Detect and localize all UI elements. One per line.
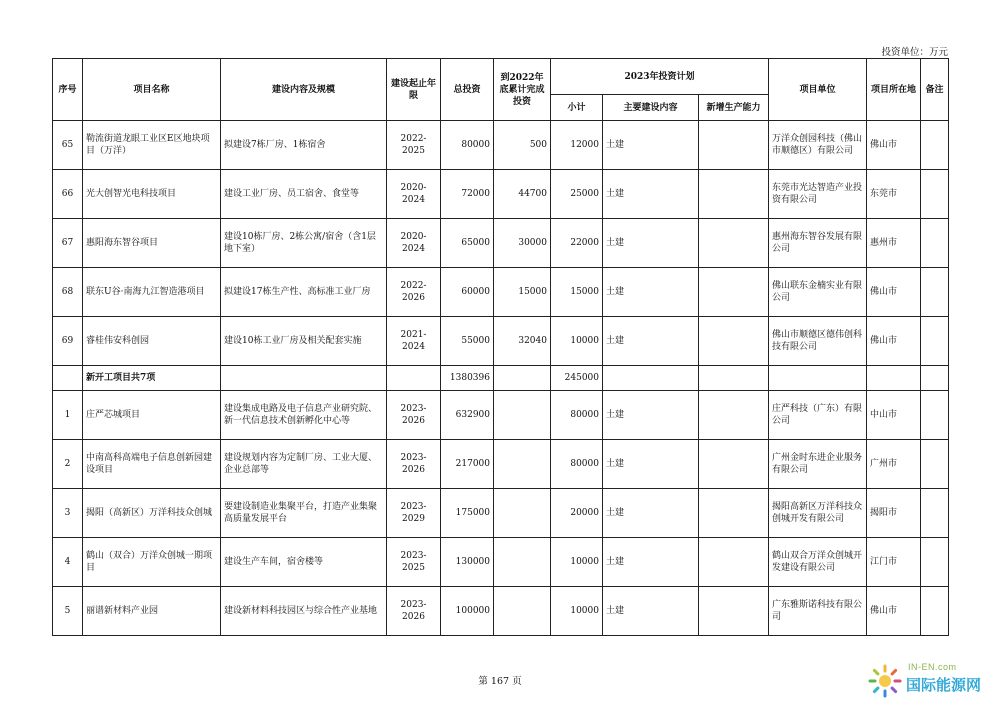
cell-unit: 佛山联东金楠实业有限公司	[769, 268, 867, 317]
cell-capacity	[699, 587, 769, 636]
cell-location: 佛山市	[867, 268, 921, 317]
table-row	[53, 391, 949, 440]
header-new-capacity: 新增生产能力	[699, 95, 769, 121]
cell-content: 建设10栋工业厂房及相关配套实施	[221, 317, 387, 366]
cell-content: 建设规划内容为定制厂房、工业大厦、企业总部等	[221, 440, 387, 489]
cell-no: 67	[53, 219, 83, 268]
cell-remark	[921, 391, 949, 440]
cell-completed: 15000	[494, 268, 551, 317]
cell-name: 光大创智光电科技项目	[83, 170, 221, 219]
cell-remark	[921, 121, 949, 170]
cell-period: 2023-2026	[387, 587, 441, 636]
cell-unit: 广东雅斯诺科技有限公司	[769, 587, 867, 636]
cell-unit: 万洋众创园科技（佛山市顺德区）有限公司	[769, 121, 867, 170]
cell-completed	[494, 538, 551, 587]
cell-subtotal: 80000	[551, 391, 603, 440]
cell-remark	[921, 170, 949, 219]
table-row	[53, 170, 949, 219]
cell-remark	[921, 317, 949, 366]
cell-main	[603, 366, 699, 391]
cell-no: 1	[53, 391, 83, 440]
cell-subtotal: 80000	[551, 440, 603, 489]
cell-location	[867, 366, 921, 391]
header-name: 项目名称	[83, 59, 221, 121]
cell-remark	[921, 366, 949, 391]
cell-period: 2023-2025	[387, 538, 441, 587]
cell-main: 土建	[603, 268, 699, 317]
cell-remark	[921, 219, 949, 268]
cell-remark	[921, 489, 949, 538]
table-row	[53, 440, 949, 489]
cell-period: 2021-2024	[387, 317, 441, 366]
investment-table	[52, 58, 949, 636]
table-row	[53, 587, 949, 636]
header-period: 建设起止年限	[387, 59, 441, 121]
cell-capacity	[699, 440, 769, 489]
header-completed: 到2022年底累计完成投资	[494, 59, 551, 121]
cell-subtotal: 12000	[551, 121, 603, 170]
table-row	[53, 317, 949, 366]
cell-content: 建设10栋厂房、2栋公寓/宿舍（含1层地下室）	[221, 219, 387, 268]
header-unit: 项目单位	[769, 59, 867, 121]
total-label: 新开工项目共7项	[83, 366, 221, 391]
cell-period: 2022-2025	[387, 121, 441, 170]
cell-unit: 揭阳高新区万洋科技众创城开发有限公司	[769, 489, 867, 538]
cell-completed: 32040	[494, 317, 551, 366]
cell-unit: 佛山市顺德区德伟创科技有限公司	[769, 317, 867, 366]
cell-capacity	[699, 489, 769, 538]
page-number: 第 167 页	[478, 676, 522, 687]
cell-capacity	[699, 219, 769, 268]
cell-total: 80000	[441, 121, 494, 170]
cell-subtotal: 10000	[551, 587, 603, 636]
cell-period: 2023-2026	[387, 440, 441, 489]
cell-no	[53, 366, 83, 391]
cell-period: 2020-2024	[387, 219, 441, 268]
cell-total: 217000	[441, 440, 494, 489]
cell-total: 65000	[441, 219, 494, 268]
cell-name: 中南高科高端电子信息创新园建设项目	[83, 440, 221, 489]
cell-location: 中山市	[867, 391, 921, 440]
cell-main: 土建	[603, 121, 699, 170]
cell-total: 100000	[441, 587, 494, 636]
header-content: 建设内容及规模	[221, 59, 387, 121]
cell-name: 惠阳海东智谷项目	[83, 219, 221, 268]
cell-location: 佛山市	[867, 587, 921, 636]
cell-remark	[921, 538, 949, 587]
table-row	[53, 268, 949, 317]
header-plan-2023: 2023年投资计划	[551, 59, 769, 95]
cell-no: 5	[53, 587, 83, 636]
cell-period: 2023-2026	[387, 391, 441, 440]
cell-no: 69	[53, 317, 83, 366]
header-main-content: 主要建设内容	[603, 95, 699, 121]
cell-name: 庄严芯城项目	[83, 391, 221, 440]
table-row	[53, 121, 949, 170]
cell-remark	[921, 268, 949, 317]
total-investment: 1380396	[441, 366, 494, 391]
header-total: 总投资	[441, 59, 494, 121]
cell-total: 632900	[441, 391, 494, 440]
cell-location: 佛山市	[867, 317, 921, 366]
cell-main: 土建	[603, 317, 699, 366]
watermark-name: 国际能源网	[906, 676, 982, 694]
cell-remark	[921, 440, 949, 489]
cell-capacity	[699, 268, 769, 317]
table-row	[53, 219, 949, 268]
cell-name: 睿桂伟安科创园	[83, 317, 221, 366]
cell-no: 3	[53, 489, 83, 538]
cell-no: 66	[53, 170, 83, 219]
cell-location: 江门市	[867, 538, 921, 587]
header-no: 序号	[53, 59, 83, 121]
cell-unit: 鹤山双合万洋众创城开发建设有限公司	[769, 538, 867, 587]
watermark-domain: IN-EN.com	[908, 662, 957, 672]
cell-name: 鹤山（双合）万洋众创城一期项目	[83, 538, 221, 587]
cell-main: 土建	[603, 489, 699, 538]
table-row	[53, 489, 949, 538]
sun-logo-icon	[868, 664, 902, 698]
cell-total: 60000	[441, 268, 494, 317]
cell-name: 勒流街道龙眼工业区E区地块项目（万洋）	[83, 121, 221, 170]
total-row	[53, 366, 949, 391]
cell-capacity	[699, 366, 769, 391]
cell-total: 175000	[441, 489, 494, 538]
cell-name: 揭阳（高新区）万洋科技众创城	[83, 489, 221, 538]
cell-capacity	[699, 317, 769, 366]
cell-content: 拟建设7栋厂房、1栋宿舍	[221, 121, 387, 170]
table-row	[53, 538, 949, 587]
cell-completed	[494, 489, 551, 538]
cell-main: 土建	[603, 538, 699, 587]
cell-unit: 广州金时东进企业服务有限公司	[769, 440, 867, 489]
cell-completed: 44700	[494, 170, 551, 219]
cell-main: 土建	[603, 440, 699, 489]
cell-subtotal: 25000	[551, 170, 603, 219]
cell-location: 惠州市	[867, 219, 921, 268]
cell-capacity	[699, 121, 769, 170]
cell-total: 55000	[441, 317, 494, 366]
cell-unit: 惠州海东智谷发展有限公司	[769, 219, 867, 268]
cell-main: 土建	[603, 219, 699, 268]
header-location: 项目所在地	[867, 59, 921, 121]
cell-completed	[494, 366, 551, 391]
cell-unit	[769, 366, 867, 391]
cell-capacity	[699, 170, 769, 219]
unit-note: 投资单位：万元	[881, 47, 948, 58]
cell-no: 65	[53, 121, 83, 170]
header-remark: 备注	[921, 59, 949, 121]
cell-location: 广州市	[867, 440, 921, 489]
cell-location: 佛山市	[867, 121, 921, 170]
cell-name: 丽谱新材料产业园	[83, 587, 221, 636]
cell-completed	[494, 440, 551, 489]
cell-main: 土建	[603, 391, 699, 440]
cell-no: 2	[53, 440, 83, 489]
cell-period: 2020-2024	[387, 170, 441, 219]
cell-content: 建设生产车间，宿舍楼等	[221, 538, 387, 587]
cell-remark	[921, 587, 949, 636]
cell-name: 联东U谷·南海九江智造港项目	[83, 268, 221, 317]
cell-content: 建设工业厂房、员工宿舍、食堂等	[221, 170, 387, 219]
cell-completed: 30000	[494, 219, 551, 268]
cell-subtotal: 22000	[551, 219, 603, 268]
cell-completed: 500	[494, 121, 551, 170]
cell-main: 土建	[603, 170, 699, 219]
cell-period: 2022-2026	[387, 268, 441, 317]
watermark-logo	[868, 660, 1000, 700]
cell-subtotal: 10000	[551, 317, 603, 366]
cell-period: 2023-2029	[387, 489, 441, 538]
cell-location: 东莞市	[867, 170, 921, 219]
cell-completed	[494, 587, 551, 636]
cell-subtotal: 10000	[551, 538, 603, 587]
cell-completed	[494, 391, 551, 440]
cell-total: 130000	[441, 538, 494, 587]
cell-unit: 东莞市光达智造产业投资有限公司	[769, 170, 867, 219]
header-row	[53, 59, 949, 95]
cell-capacity	[699, 538, 769, 587]
total-subtotal: 245000	[551, 366, 603, 391]
cell-no: 68	[53, 268, 83, 317]
header-subtotal: 小计	[551, 95, 603, 121]
cell-content	[221, 366, 387, 391]
cell-total: 72000	[441, 170, 494, 219]
cell-content: 建设集成电路及电子信息产业研究院、新一代信息技术创新孵化中心等	[221, 391, 387, 440]
cell-no: 4	[53, 538, 83, 587]
cell-content: 要建设制造业集聚平台，打造产业集聚高质量发展平台	[221, 489, 387, 538]
cell-location: 揭阳市	[867, 489, 921, 538]
cell-main: 土建	[603, 587, 699, 636]
cell-subtotal: 20000	[551, 489, 603, 538]
cell-period	[387, 366, 441, 391]
cell-unit: 庄严科技（广东）有限公司	[769, 391, 867, 440]
cell-content: 建设新材料科技园区与综合性产业基地	[221, 587, 387, 636]
cell-subtotal: 15000	[551, 268, 603, 317]
cell-capacity	[699, 391, 769, 440]
cell-content: 拟建设17栋生产性、高标准工业厂房	[221, 268, 387, 317]
